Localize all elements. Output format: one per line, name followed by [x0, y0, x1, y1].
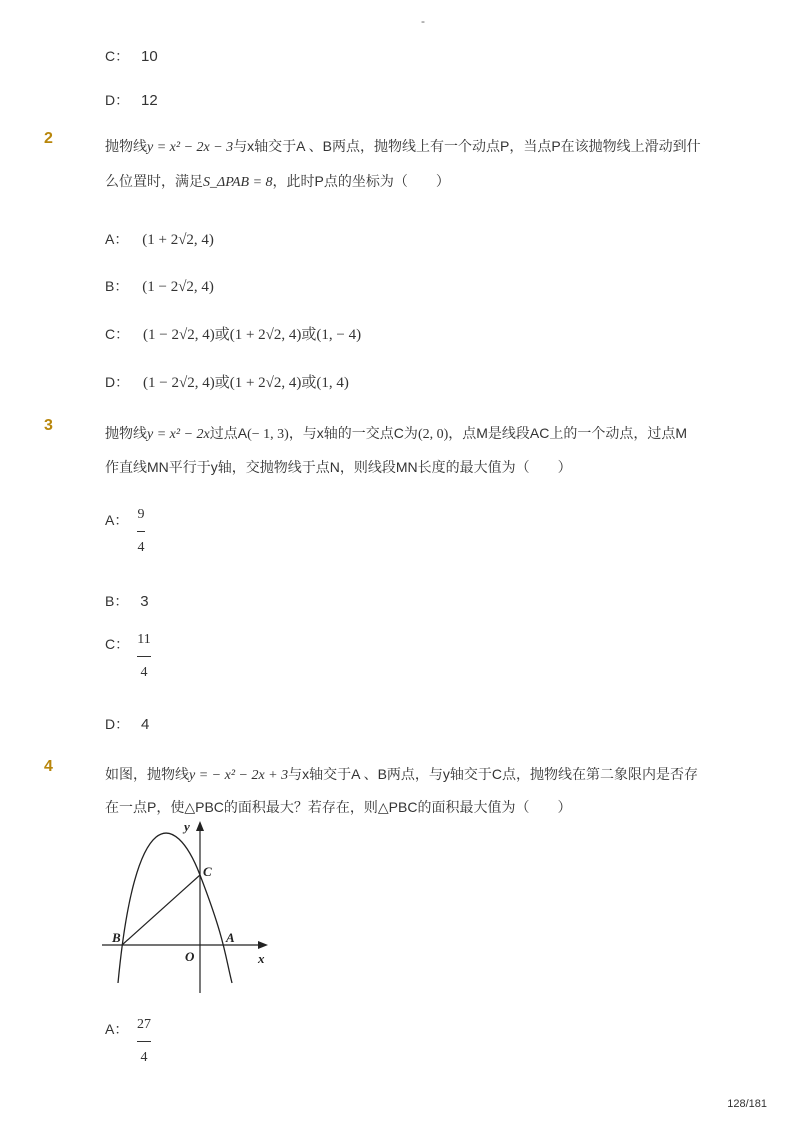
q2-text: 抛物线	[105, 138, 147, 154]
option-value: 4	[141, 716, 150, 733]
option-value: 3	[140, 593, 149, 610]
q4-stem-line2: 在一点P，使△PBC的面积最大？若存在，则△PBC的面积最大值为（ ）	[105, 799, 572, 815]
q3-point-a: (− 1, 3)	[247, 427, 289, 442]
y-axis-arrow	[196, 821, 204, 831]
option-label: A：	[105, 512, 129, 528]
fraction-bar	[137, 656, 151, 657]
q2-option-a[interactable]	[105, 229, 214, 249]
q3-option-b[interactable]	[105, 591, 149, 611]
x-axis-arrow	[258, 941, 268, 949]
option-label: D：	[105, 374, 130, 390]
q3-option-a-fraction	[132, 507, 150, 556]
q2-area-condition: S_ΔPAB = 8	[203, 175, 273, 190]
q4-text: 如图，抛物线	[105, 766, 189, 782]
label-x: x	[258, 951, 265, 966]
q1-option-c[interactable]	[105, 46, 158, 66]
fraction-denominator: 4	[140, 665, 148, 680]
option-value: (1 + 2√2, 4)	[142, 232, 214, 248]
q3-text: ，与x轴的一交点C为	[288, 425, 418, 441]
q3-option-c[interactable]	[105, 634, 129, 654]
q3-text: 过点A	[209, 425, 248, 441]
page-header-mark: -	[421, 14, 425, 28]
label-o: O	[185, 949, 195, 964]
q3-text: ，点M是线段AC上的一个动点，过点M	[448, 425, 688, 441]
fraction-denominator: 4	[137, 540, 145, 555]
option-label: A：	[105, 231, 129, 247]
q3-stem-line2: 作直线MN平行于y轴，交抛物线于点N，则线段MN长度的最大值为（ ）	[105, 459, 572, 475]
q3-option-a[interactable]	[105, 510, 128, 530]
option-label: B：	[105, 278, 129, 294]
q2-text: ，此时P点的坐标为（ ）	[272, 173, 450, 189]
q2-equation: y = x² − 2x − 3	[147, 140, 234, 155]
q4-option-a-fraction	[132, 1017, 156, 1066]
question-number-2: 2	[44, 130, 53, 147]
option-label: B：	[105, 593, 129, 609]
q4-option-a[interactable]	[105, 1019, 128, 1039]
fraction-numerator: 11	[137, 632, 151, 647]
option-value: (1 − 2√2, 4)	[142, 279, 214, 295]
q2-text: 么位置时，满足	[105, 173, 203, 189]
q3-option-d[interactable]	[105, 714, 149, 734]
option-value: 10	[141, 48, 158, 65]
q2-stem-line1	[105, 136, 701, 156]
option-label: C：	[105, 636, 130, 652]
fraction-numerator: 9	[137, 507, 145, 522]
fraction-bar	[137, 1041, 151, 1042]
q4-text: 与x轴交于A 、B两点，与y轴交于C点，抛物线在第二象限内是否存	[288, 766, 699, 782]
q3-equation: y = x² − 2x	[147, 427, 210, 442]
question-number-3: 3	[44, 417, 53, 434]
question-number-4: 4	[44, 758, 53, 775]
label-c: C	[203, 864, 212, 879]
option-value: (1 − 2√2, 4)或(1 + 2√2, 4)或(1, − 4)	[143, 327, 362, 343]
label-y: y	[184, 819, 190, 834]
option-label: C：	[105, 326, 130, 342]
option-label: D：	[105, 716, 130, 732]
fraction-bar	[137, 531, 145, 532]
q4-stem-line1	[105, 764, 698, 784]
q2-option-d[interactable]	[105, 371, 349, 392]
q2-option-b[interactable]	[105, 276, 214, 296]
label-b: B	[112, 930, 121, 945]
q1-option-d[interactable]	[105, 90, 158, 110]
option-label: A：	[105, 1021, 129, 1037]
q3-stem-line1	[105, 423, 687, 443]
option-value: 12	[141, 92, 158, 109]
page-number: 128/181	[727, 1098, 767, 1110]
q3-option-c-fraction	[132, 632, 156, 681]
option-label: C：	[105, 48, 130, 64]
q3-text: 抛物线	[105, 425, 147, 441]
label-a: A	[226, 930, 235, 945]
q4-parabola-figure	[100, 815, 280, 1000]
option-label: D：	[105, 92, 130, 108]
q4-equation: y = − x² − 2x + 3	[189, 768, 289, 783]
fraction-numerator: 27	[137, 1017, 151, 1032]
fraction-denominator: 4	[140, 1050, 148, 1065]
q2-stem-line2	[105, 171, 450, 191]
q2-text: 与x轴交于A 、B两点，抛物线上有一个动点P，当点P在该抛物线上滑动到什	[233, 138, 701, 154]
q3-point-c: (2, 0)	[417, 427, 449, 442]
option-value: (1 − 2√2, 4)或(1 + 2√2, 4)或(1, 4)	[143, 375, 349, 391]
parabola-curve	[118, 833, 232, 983]
q2-option-c[interactable]	[105, 323, 361, 344]
